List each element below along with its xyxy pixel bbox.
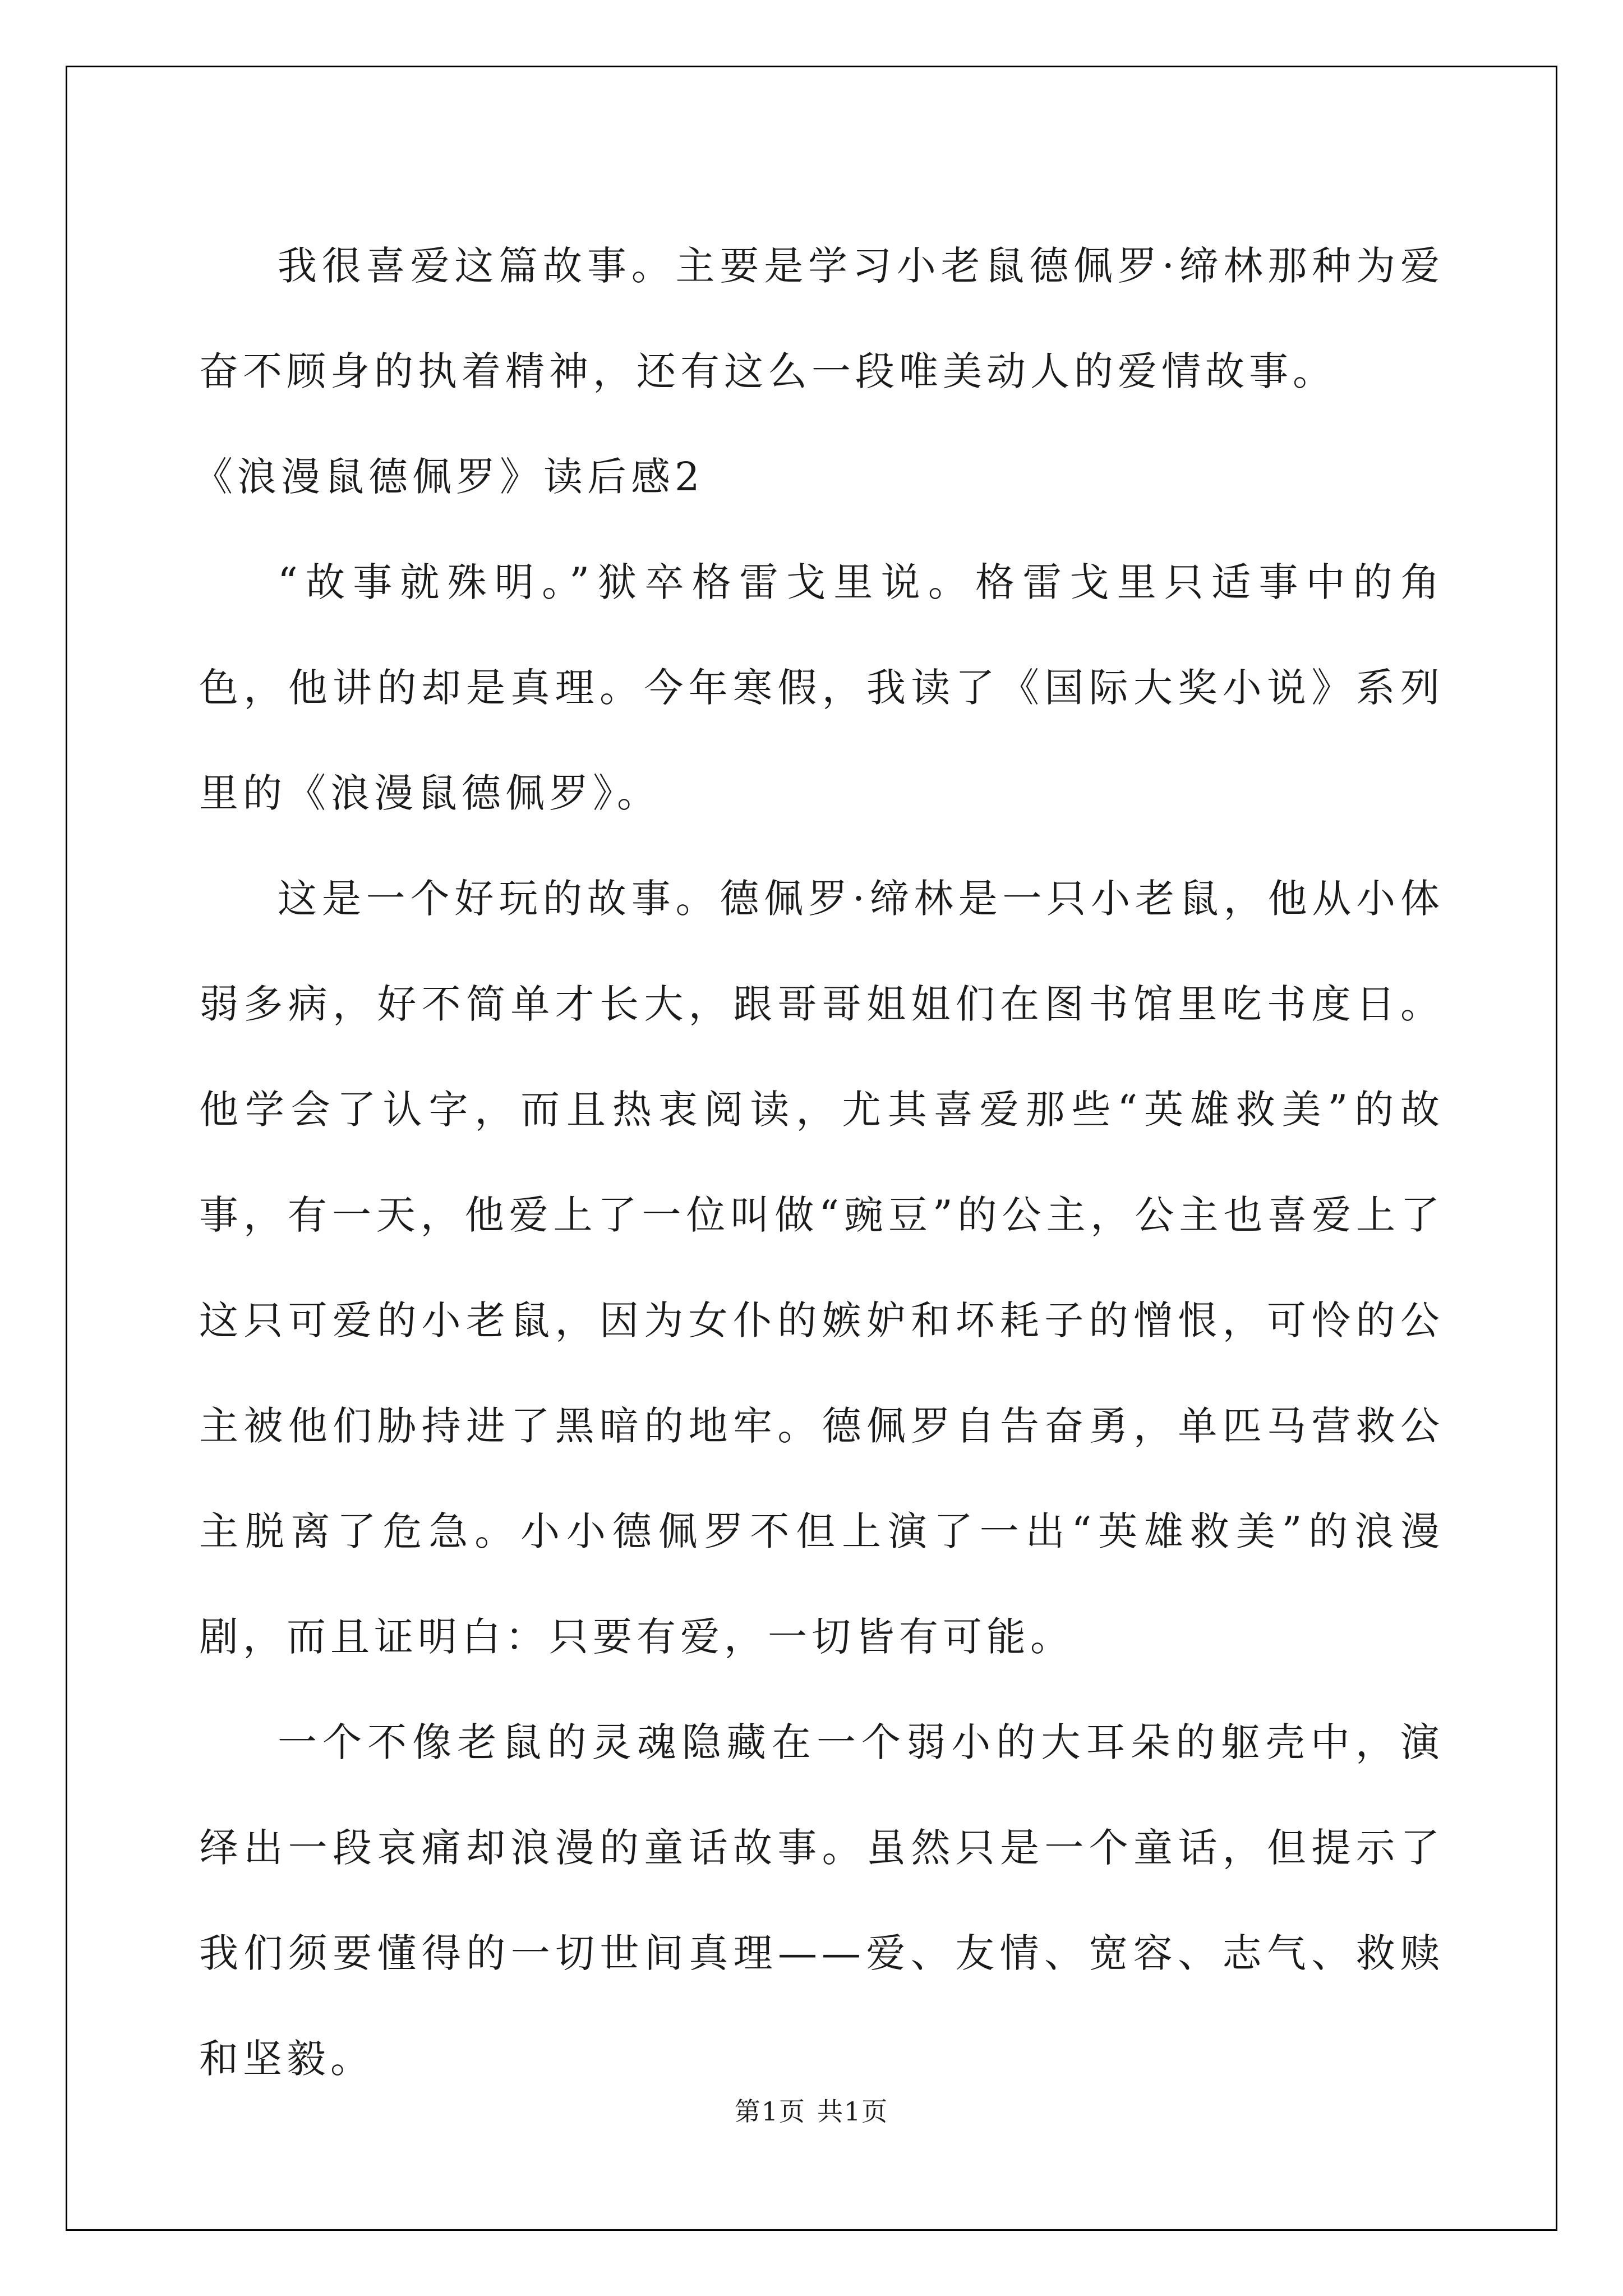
page-footer xyxy=(0,2091,1623,2128)
paragraph-3: 这是一个好玩的故事。德佩罗·缔林是一只小老鼠，他从小体弱多病，好不简单才长大，跟哥哥姐姐们在图书馆里吃书度日。他学会了认字，而且热衷阅读，尤其喜爱那些“英雄救美”的故事，有一天，他爱上了一位叫做“豌豆”的公主，公主也喜爱上了这只可爱的小老鼠，因为女仆的嫉妒和坏耗子的憎恨，可怜的公主被他们胁持进了黑暗的地牢。德佩罗自告奋勇，单匹马营救公主脱离了危急。小小德佩罗不但上演了一出“英雄救美”的浪漫剧，而且证明白：只要有爱，一切皆有可能。 xyxy=(199,876,1444,1660)
paragraph-4: 一个不像老鼠的灵魂隐藏在一个弱小的大耳朵的躯壳中，演绎出一段哀痛却浪漫的童话故事。虽然只是一个童话，但提示了我们须要懂得的一切世间真理——爱、友情、宽容、志气、救赎和坚毅。 xyxy=(199,1719,1444,2082)
page-number-current: 第1页 xyxy=(734,2096,806,2127)
document-body xyxy=(193,213,1444,2111)
paragraph-2: “故事就殊明。”狱卒格雷戈里说。格雷戈里只适事中的角色，他讲的却是真理。今年寒假，我读了《国际大奖小说》系列里的《浪漫鼠德佩罗》。 xyxy=(199,559,1444,816)
paragraph-1: 我很喜爱这篇故事。主要是学习小老鼠德佩罗·缔林那种为爱奋不顾身的执着精神，还有这么一段唯美动人的爱情故事。 xyxy=(199,243,1444,394)
section-heading: 《浪漫鼠德佩罗》读后感2 xyxy=(193,454,704,500)
page-number-total: 共1页 xyxy=(817,2096,889,2127)
